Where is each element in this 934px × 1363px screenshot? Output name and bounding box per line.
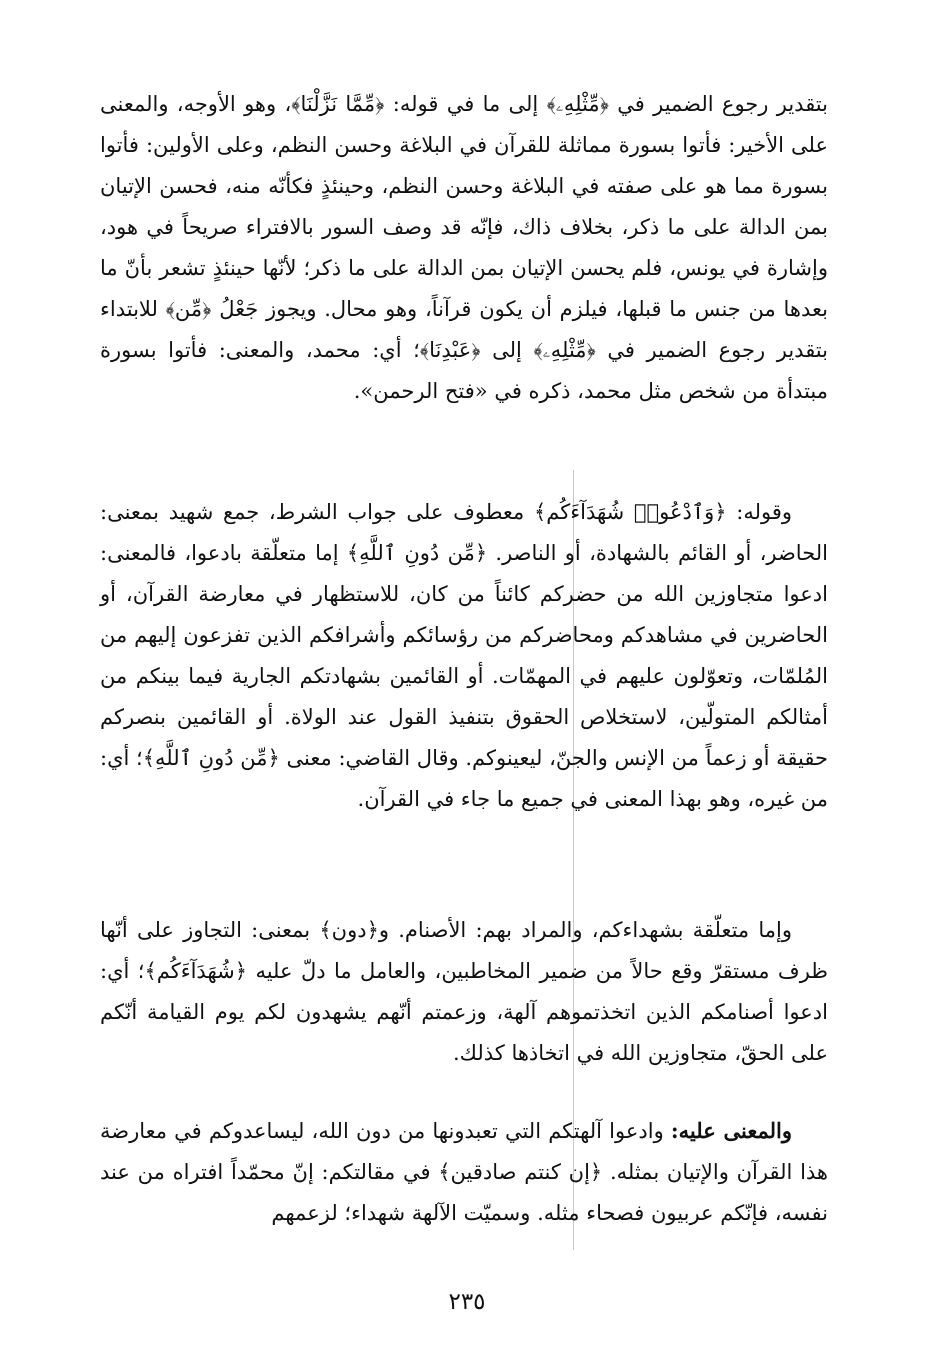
paragraph-2-text: وقوله: ﴿وَٱدْعُوا۟ شُهَدَآءَكُم﴾ معطوف على جواب الشرط، جمع شهيد بمعنى: الحاضر، أو القائم بالشهادة، أو الناصر. ﴿مِّن دُونِ ٱللَّهِ﴾ إما متعلّقة بادعوا، فالمعنى: ادعوا متجاوزين الله من حضركم كائناً من كان، للاستظهار في معارضة القرآن، أو الحاضرين في مشاهدكم ومحاضركم من رؤسائكم وأشرافكم الذين تفزعون إليهم من المُلمّات، وتعوّلون عليهم في المهمّات. أو القائمين بشهادتكم الجارية فيما بينكم من أمثالكم المتولّين، لاستخلاص الحقوق بتنفيذ القول عند الولاة. أو القائمين بنصركم حقيقة أو زعماً من الإنس والجنّ، ليعينوكم. وقال القاضي: معنى ﴿مِّن دُونِ ٱللَّهِ﴾؛ أي: من غيره، وهو بهذا المعنى في جميع ما جاء في القرآن.	[100, 500, 828, 811]
paragraph-4-lead: والمعنى عليه:	[670, 1118, 793, 1143]
paragraph-2	[100, 492, 828, 820]
paragraph-4-text: وادعوا آلهتكم التي تعبدونها من دون الله، ليساعدوكم في معارضة هذا القرآن والإتيان بمثله. ﴿إن كنتم صادقين﴾ في مقالتكم: إنّ محمّداً افتراه من عند نفسه، فإنّكم عربيون فصحاء مثله. وسميّت الآلهة شهداء؛ لزعمهم	[100, 1119, 828, 1225]
page-number: ٢٣٥	[448, 1289, 486, 1315]
paragraph-1	[100, 84, 828, 412]
paragraph-3-text: وإما متعلّقة بشهداءكم، والمراد بهم: الأصنام. و﴿دون﴾ بمعنى: التجاوز على أنّها ظرف مستقرّ وقع حالاً من ضمير المخاطبين، والعامل ما دلّ عليه ﴿شُهَدَآءَكُم﴾؛ أي: ادعوا أصنامكم الذين اتخذتموهم آلهة، وزعمتم أنّهم يشهدون لكم يوم القيامة أنّكم على الحقّ، متجاوزين الله في اتخاذها كذلك.	[100, 918, 828, 1065]
paragraph-3	[100, 910, 828, 1074]
paragraph-4	[100, 1110, 828, 1234]
paragraph-1-text: بتقدير رجوع الضمير في ﴿مِّثْلِهِۦ﴾ إلى ما في قوله: ﴿مِّمَّا نَزَّلْنَا﴾، وهو الأوجه، والمعنى على الأخير: فأتوا بسورة مماثلة للقرآن في البلاغة وحسن النظم، وعلى الأولين: فأتوا بسورة مما هو على صفته في البلاغة وحسن النظم، وحينئذٍ فكأنّه منه، فحسن الإتيان بمن الدالة على ما ذكر، بخلاف ذاك، فإنّه قد وصف السور بالافتراء صريحاً في هود، وإشارة في يونس، فلم يحسن الإتيان بمن الدالة على ما ذكر؛ لأنّها حينئذٍ تشعر بأنّ ما بعدها من جنس ما قبلها، فيلزم أن يكون قرآناً، وهو محال. ويجوز جَعْلُ ﴿مِّن﴾ للابتداء بتقدير رجوع الضمير في ﴿مِّثْلِهِۦ﴾ إلى ﴿عَبْدِنَا﴾؛ أي: محمد، والمعنى: فأتوا بسورة مبتدأة من شخص مثل محمد، ذكره في «فتح الرحمن».	[100, 92, 828, 403]
